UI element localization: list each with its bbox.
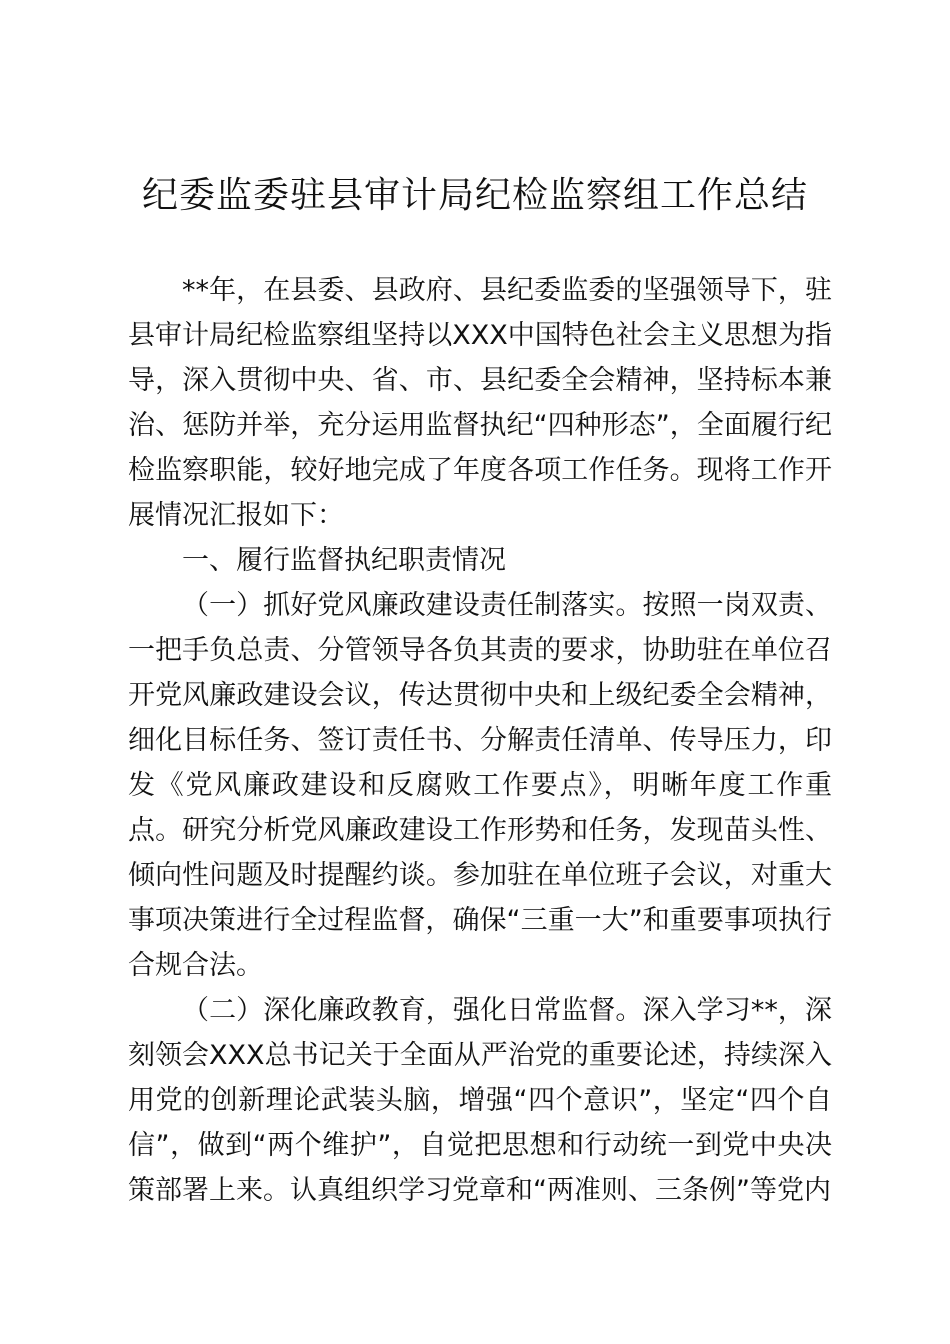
subsection-paragraph-1: （一）抓好党风廉政建设责任制落实。按照一岗双责、一把手负总责、分管领导各负其责的要求，协助驻在单位召开党风廉政建设会议，传达贯彻中央和上级纪委全会精神，细化目标任务、签订责任书、分解责任清单、传导压力，印发《党风廉政建设和反腐败工作要点》，明晰年度工作重点。研究分析党风廉政建设工作形势和任务，发现苗头性、倾向性问题及时提醒约谈。参加驻在单位班子会议，对重大事项决策进行全过程监督，确保“三重一大”和重要事项执行合规合法。 [128,590,832,981]
subsection-paragraph-2: （二）深化廉政教育，强化日常监督。深入学习**，深刻领会XXX总书记关于全面从严治党的重要论述，持续深入用党的创新理论武装头脑，增强“四个意识”，坚定“四个自信”，做到“两个维护”，自觉把思想和行动统一到党中央决策部署上来。认真组织学习党章和“两准则、三条例”等党内 [128,995,832,1206]
document-body [128,268,832,1213]
document-title: 纪委监委驻县审计局纪检监察组工作总结 [141,175,808,216]
section-heading: 一、履行监督执纪职责情况 [182,545,506,576]
intro-paragraph: **年，在县委、县政府、县纪委监委的坚强领导下，驻县审计局纪检监察组坚持以XXX中国特色社会主义思想为指导，深入贯彻中央、省、市、县纪委全会精神，坚持标本兼治、惩防并举，充分运用监督执纪“四种形态”，全面履行纪检监察职能，较好地完成了年度各项工作任务。现将工作开展情况汇报如下： [128,275,832,531]
